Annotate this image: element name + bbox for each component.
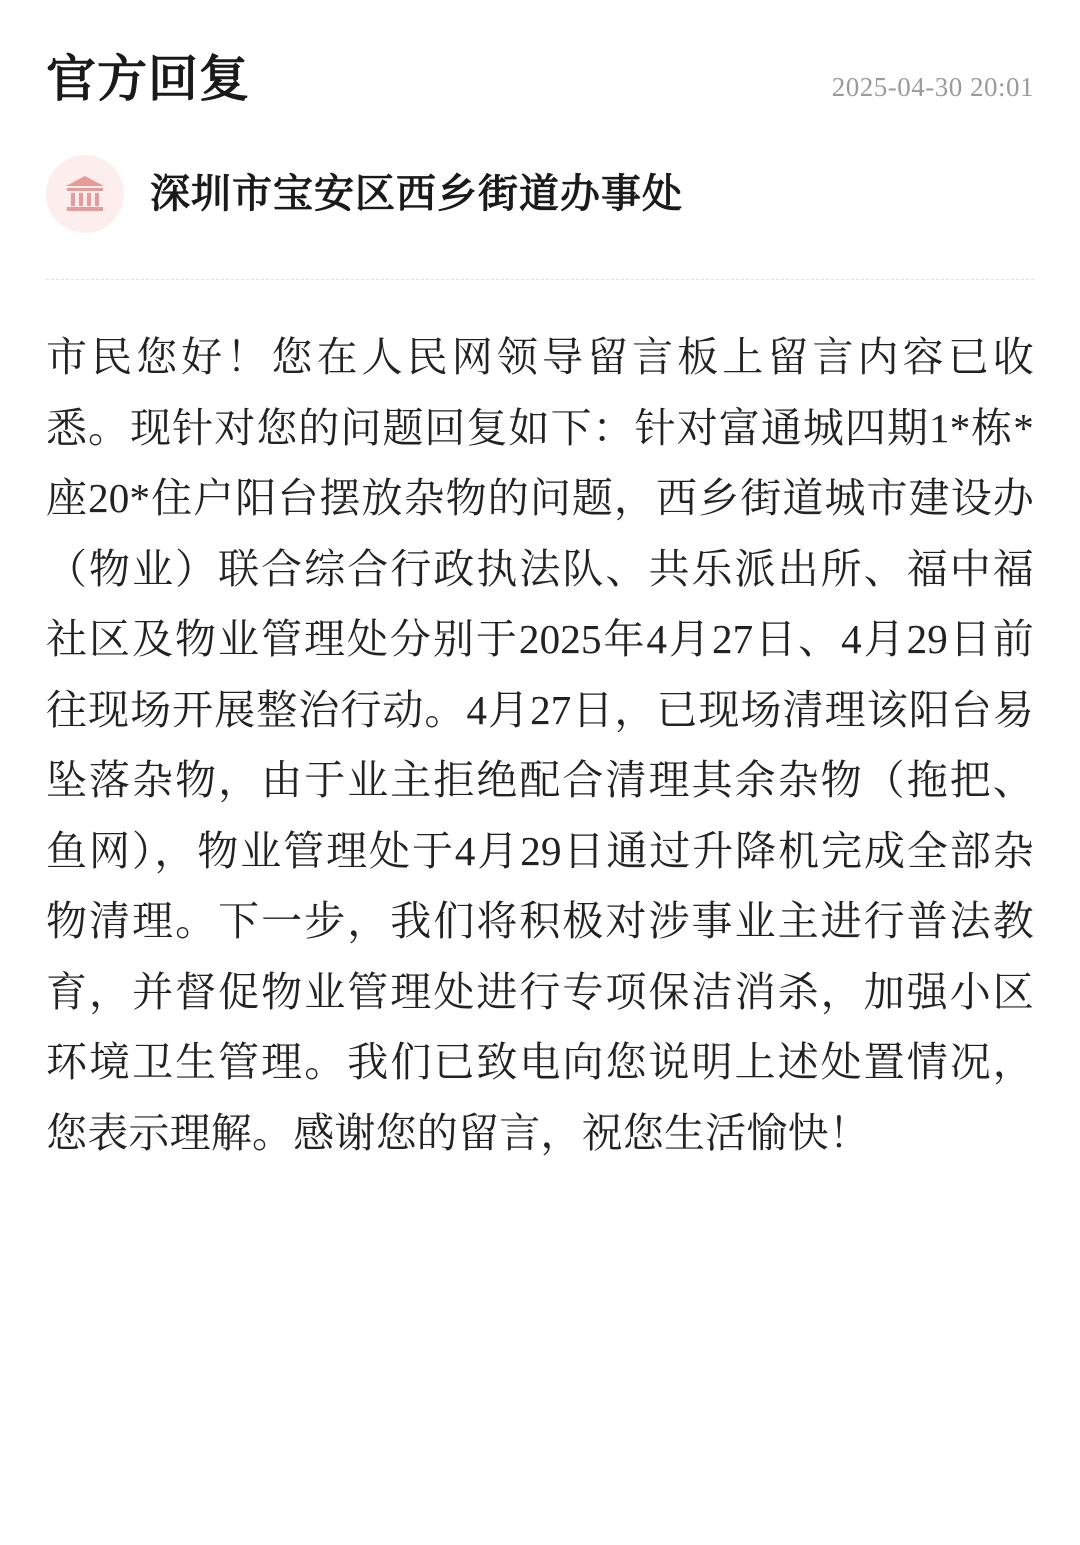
government-building-icon	[64, 174, 106, 214]
header	[46, 0, 1034, 107]
department-row	[46, 155, 1034, 280]
reply-body-text: 市民您好！您在人民网领导留言板上留言内容已收悉。现针对您的问题回复如下：针对富通城四期1*栋*座20*住户阳台摆放杂物的问题，西乡街道城市建设办（物业）联合综合行政执法队、共乐派出所、福中福社区及物业管理处分别于2025年4月27日、4月29日前往现场开展整治行动。4月27日，已现场清理该阳台易坠落杂物，由于业主拒绝配合清理其余杂物（拖把、鱼网），物业管理处于4月29日通过升降机完成全部杂物清理。下一步，我们将积极对涉事业主进行普法教育，并督促物业管理处进行专项保洁消杀，加强小区环境卫生管理。我们已致电向您说明上述处置情况，您表示理解。感谢您的留言，祝您生活愉快！	[46, 334, 1034, 1156]
department-name: 深圳市宝安区西乡街道办事处	[150, 171, 683, 216]
reply-timestamp: 2025-04-30 20:01	[831, 72, 1034, 102]
page-title: 官方回复	[46, 51, 250, 107]
department-avatar	[46, 155, 124, 233]
